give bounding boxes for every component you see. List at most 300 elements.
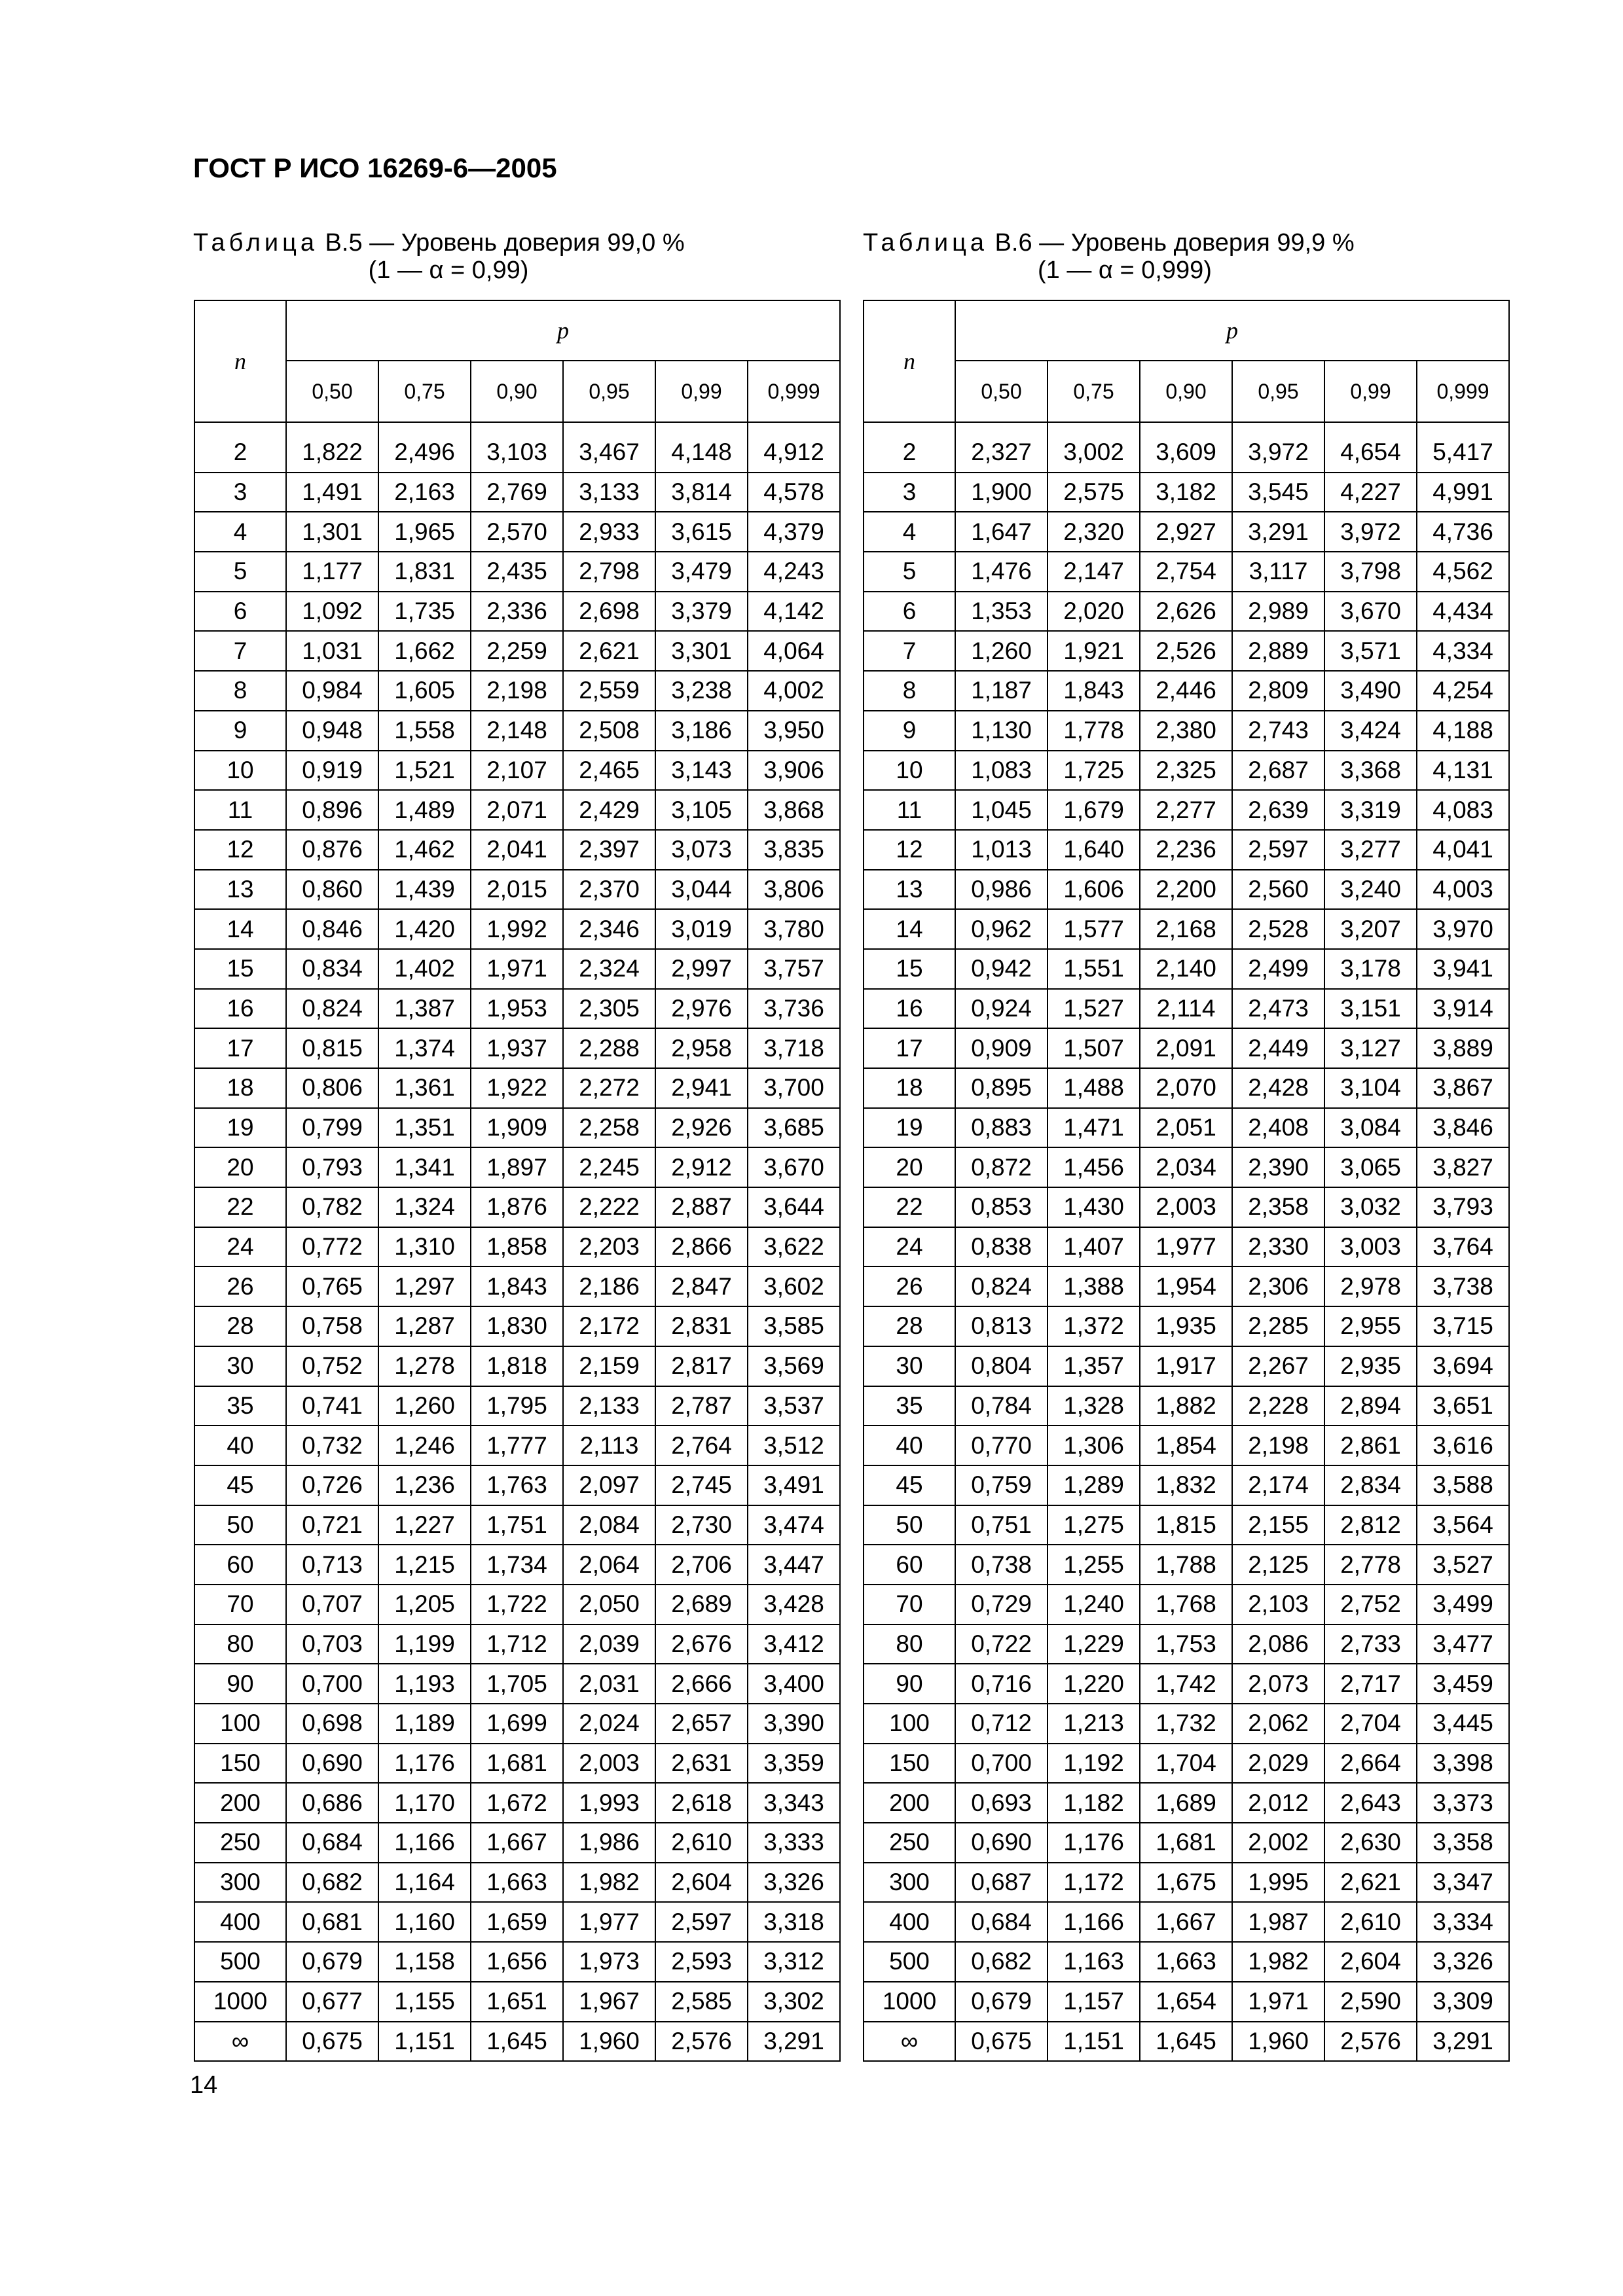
caption-text: B.6 — Уровень доверия 99,9 % bbox=[988, 229, 1355, 257]
table-row bbox=[864, 1982, 1509, 2022]
value-cell: 1,176 bbox=[1048, 1823, 1140, 1863]
value-cell: 3,694 bbox=[1417, 1346, 1509, 1386]
value-cell: 2,200 bbox=[1140, 870, 1232, 910]
value-cell: 3,073 bbox=[655, 830, 748, 870]
value-cell: 2,186 bbox=[563, 1266, 655, 1306]
value-cell: 0,815 bbox=[286, 1028, 378, 1068]
value-cell: 1,031 bbox=[286, 631, 378, 671]
value-cell: 1,973 bbox=[563, 1942, 655, 1982]
value-cell: 0,984 bbox=[286, 671, 378, 711]
table-body bbox=[194, 433, 840, 2061]
value-cell: 1,681 bbox=[471, 1744, 563, 1784]
n-cell: 500 bbox=[864, 1942, 955, 1982]
value-cell: 2,015 bbox=[471, 870, 563, 910]
value-cell: 1,900 bbox=[955, 473, 1048, 512]
value-cell: 1,882 bbox=[1140, 1386, 1232, 1426]
value-cell: 3,117 bbox=[1232, 552, 1324, 592]
value-cell: 1,995 bbox=[1232, 1863, 1324, 1903]
table-row bbox=[194, 1704, 840, 1744]
value-cell: 1,177 bbox=[286, 552, 378, 592]
value-cell: 0,703 bbox=[286, 1624, 378, 1664]
caption-subline: (1 — α = 0,999) bbox=[1038, 257, 1212, 284]
table-row bbox=[194, 1902, 840, 1942]
value-cell: 1,260 bbox=[378, 1386, 471, 1426]
value-cell: 2,113 bbox=[563, 1426, 655, 1465]
value-cell: 2,305 bbox=[563, 989, 655, 1029]
table-row bbox=[194, 1147, 840, 1187]
value-cell: 3,527 bbox=[1417, 1545, 1509, 1585]
n-cell: 15 bbox=[194, 949, 286, 989]
value-cell: 2,626 bbox=[1140, 592, 1232, 632]
value-cell: 1,489 bbox=[378, 790, 471, 830]
column-header: 0,50 bbox=[955, 361, 1048, 422]
value-cell: 1,858 bbox=[471, 1227, 563, 1267]
value-cell: 2,621 bbox=[563, 631, 655, 671]
value-cell: 2,277 bbox=[1140, 790, 1232, 830]
table-row bbox=[864, 473, 1509, 512]
value-cell: 1,083 bbox=[955, 751, 1048, 791]
value-cell: 3,950 bbox=[748, 711, 840, 751]
value-cell: 1,795 bbox=[471, 1386, 563, 1426]
value-cell: 0,721 bbox=[286, 1505, 378, 1545]
value-cell: 0,751 bbox=[955, 1505, 1048, 1545]
value-cell: 3,738 bbox=[1417, 1266, 1509, 1306]
n-cell: 70 bbox=[194, 1585, 286, 1624]
value-cell: 2,358 bbox=[1232, 1187, 1324, 1227]
value-cell: 1,577 bbox=[1048, 909, 1140, 949]
value-cell: 3,379 bbox=[655, 592, 748, 632]
value-cell: 3,906 bbox=[748, 751, 840, 791]
value-cell: 3,941 bbox=[1417, 949, 1509, 989]
value-cell: 2,866 bbox=[655, 1227, 748, 1267]
value-cell: 1,130 bbox=[955, 711, 1048, 751]
n-cell: 200 bbox=[194, 1783, 286, 1823]
n-cell: 26 bbox=[194, 1266, 286, 1306]
value-cell: 3,334 bbox=[1417, 1902, 1509, 1942]
n-cell: 80 bbox=[194, 1624, 286, 1664]
caption-word: Таблица bbox=[193, 229, 318, 257]
value-cell: 1,160 bbox=[378, 1902, 471, 1942]
n-cell: 35 bbox=[864, 1386, 955, 1426]
table-row bbox=[194, 949, 840, 989]
value-cell: 2,887 bbox=[655, 1187, 748, 1227]
table-row bbox=[864, 1465, 1509, 1505]
value-cell: 1,987 bbox=[1232, 1902, 1324, 1942]
value-cell: 1,663 bbox=[1140, 1942, 1232, 1982]
table-row bbox=[864, 512, 1509, 552]
n-cell: 6 bbox=[864, 592, 955, 632]
value-cell: 1,699 bbox=[471, 1704, 563, 1744]
value-cell: 2,408 bbox=[1232, 1108, 1324, 1148]
value-cell: 1,897 bbox=[471, 1147, 563, 1187]
value-cell: 0,799 bbox=[286, 1108, 378, 1148]
value-cell: 1,921 bbox=[1048, 631, 1140, 671]
value-cell: 2,689 bbox=[655, 1585, 748, 1624]
value-cell: 1,725 bbox=[1048, 751, 1140, 791]
table-row bbox=[864, 1147, 1509, 1187]
value-cell: 3,814 bbox=[655, 473, 748, 512]
value-cell: 1,372 bbox=[1048, 1306, 1140, 1346]
value-cell: 1,374 bbox=[378, 1028, 471, 1068]
n-cell: 150 bbox=[194, 1744, 286, 1784]
table-row bbox=[194, 1306, 840, 1346]
value-cell: 4,578 bbox=[748, 473, 840, 512]
value-cell: 1,831 bbox=[378, 552, 471, 592]
value-cell: 1,818 bbox=[471, 1346, 563, 1386]
value-cell: 2,560 bbox=[1232, 870, 1324, 910]
value-cell: 3,798 bbox=[1324, 552, 1417, 592]
p-header: p bbox=[286, 300, 840, 361]
value-cell: 0,834 bbox=[286, 949, 378, 989]
value-cell: 2,125 bbox=[1232, 1545, 1324, 1585]
value-cell: 2,676 bbox=[655, 1624, 748, 1664]
value-cell: 0,806 bbox=[286, 1068, 378, 1108]
value-cell: 0,942 bbox=[955, 949, 1048, 989]
value-cell: 1,213 bbox=[1048, 1704, 1140, 1744]
value-cell: 3,585 bbox=[748, 1306, 840, 1346]
n-cell: 16 bbox=[194, 989, 286, 1029]
value-cell: 3,588 bbox=[1417, 1465, 1509, 1505]
value-cell: 3,127 bbox=[1324, 1028, 1417, 1068]
n-cell: 24 bbox=[194, 1227, 286, 1267]
table-row bbox=[194, 1068, 840, 1108]
value-cell: 1,166 bbox=[378, 1823, 471, 1863]
value-cell: 2,429 bbox=[563, 790, 655, 830]
table-row bbox=[864, 1624, 1509, 1664]
value-cell: 1,960 bbox=[563, 2022, 655, 2062]
value-cell: 2,062 bbox=[1232, 1704, 1324, 1744]
value-cell: 0,686 bbox=[286, 1783, 378, 1823]
value-cell: 2,228 bbox=[1232, 1386, 1324, 1426]
value-cell: 3,133 bbox=[563, 473, 655, 512]
value-cell: 2,051 bbox=[1140, 1108, 1232, 1148]
n-cell: 90 bbox=[194, 1664, 286, 1704]
value-cell: 2,787 bbox=[655, 1386, 748, 1426]
caption-subline: (1 — α = 0,99) bbox=[368, 257, 529, 284]
table-row bbox=[864, 1266, 1509, 1306]
value-cell: 1,227 bbox=[378, 1505, 471, 1545]
value-cell: 1,992 bbox=[471, 909, 563, 949]
value-cell: 3,477 bbox=[1417, 1624, 1509, 1664]
value-cell: 0,883 bbox=[955, 1108, 1048, 1148]
value-cell: 3,670 bbox=[748, 1147, 840, 1187]
value-cell: 2,508 bbox=[563, 711, 655, 751]
value-cell: 2,071 bbox=[471, 790, 563, 830]
value-cell: 2,029 bbox=[1232, 1744, 1324, 1784]
value-cell: 0,700 bbox=[955, 1744, 1048, 1784]
value-cell: 1,456 bbox=[1048, 1147, 1140, 1187]
table-row bbox=[864, 1744, 1509, 1784]
value-cell: 1,324 bbox=[378, 1187, 471, 1227]
value-cell: 2,330 bbox=[1232, 1227, 1324, 1267]
value-cell: 3,398 bbox=[1417, 1744, 1509, 1784]
value-cell: 3,616 bbox=[1417, 1426, 1509, 1465]
value-cell: 1,843 bbox=[1048, 671, 1140, 711]
value-cell: 1,558 bbox=[378, 711, 471, 751]
value-cell: 2,639 bbox=[1232, 790, 1324, 830]
table-row bbox=[194, 1426, 840, 1465]
value-cell: 2,733 bbox=[1324, 1624, 1417, 1664]
value-cell: 2,390 bbox=[1232, 1147, 1324, 1187]
value-cell: 2,272 bbox=[563, 1068, 655, 1108]
table-row bbox=[864, 1068, 1509, 1108]
value-cell: 1,551 bbox=[1048, 949, 1140, 989]
n-cell: 18 bbox=[864, 1068, 955, 1108]
n-cell: 400 bbox=[864, 1902, 955, 1942]
value-cell: 2,499 bbox=[1232, 949, 1324, 989]
value-cell: 1,965 bbox=[378, 512, 471, 552]
n-cell: 11 bbox=[194, 790, 286, 830]
value-cell: 0,707 bbox=[286, 1585, 378, 1624]
value-cell: 2,070 bbox=[1140, 1068, 1232, 1108]
value-cell: 0,682 bbox=[286, 1863, 378, 1903]
table-row bbox=[194, 1028, 840, 1068]
value-cell: 1,753 bbox=[1140, 1624, 1232, 1664]
value-cell: 2,926 bbox=[655, 1108, 748, 1148]
column-header: 0,99 bbox=[655, 361, 748, 422]
n-cell: 45 bbox=[864, 1465, 955, 1505]
value-cell: 1,815 bbox=[1140, 1505, 1232, 1545]
table-row bbox=[864, 1942, 1509, 1982]
n-cell: 150 bbox=[864, 1744, 955, 1784]
value-cell: 2,752 bbox=[1324, 1585, 1417, 1624]
value-cell: 2,140 bbox=[1140, 949, 1232, 989]
value-cell: 1,205 bbox=[378, 1585, 471, 1624]
n-cell: 18 bbox=[194, 1068, 286, 1108]
value-cell: 1,199 bbox=[378, 1624, 471, 1664]
value-cell: 3,609 bbox=[1140, 433, 1232, 473]
n-cell: 28 bbox=[194, 1306, 286, 1346]
value-cell: 3,238 bbox=[655, 671, 748, 711]
value-cell: 2,618 bbox=[655, 1783, 748, 1823]
value-cell: 2,172 bbox=[563, 1306, 655, 1346]
value-cell: 1,712 bbox=[471, 1624, 563, 1664]
value-cell: 3,368 bbox=[1324, 751, 1417, 791]
value-cell: 0,679 bbox=[286, 1942, 378, 1982]
value-cell: 2,798 bbox=[563, 552, 655, 592]
value-cell: 3,002 bbox=[1048, 433, 1140, 473]
n-cell: 9 bbox=[864, 711, 955, 751]
value-cell: 2,086 bbox=[1232, 1624, 1324, 1664]
value-cell: 2,236 bbox=[1140, 830, 1232, 870]
value-cell: 3,914 bbox=[1417, 989, 1509, 1029]
value-cell: 1,388 bbox=[1048, 1266, 1140, 1306]
value-cell: 1,606 bbox=[1048, 870, 1140, 910]
value-cell: 0,872 bbox=[955, 1147, 1048, 1187]
value-cell: 1,488 bbox=[1048, 1068, 1140, 1108]
value-cell: 1,705 bbox=[471, 1664, 563, 1704]
value-cell: 4,379 bbox=[748, 512, 840, 552]
value-cell: 4,131 bbox=[1417, 751, 1509, 791]
value-cell: 2,630 bbox=[1324, 1823, 1417, 1863]
value-cell: 1,922 bbox=[471, 1068, 563, 1108]
value-cell: 1,832 bbox=[1140, 1465, 1232, 1505]
table-row bbox=[194, 790, 840, 830]
n-cell: 12 bbox=[864, 830, 955, 870]
value-cell: 1,310 bbox=[378, 1227, 471, 1267]
value-cell: 2,666 bbox=[655, 1664, 748, 1704]
table-row bbox=[864, 870, 1509, 910]
table-caption-b5 bbox=[193, 229, 704, 284]
value-cell: 2,664 bbox=[1324, 1744, 1417, 1784]
n-cell: 250 bbox=[864, 1823, 955, 1863]
table-row bbox=[864, 1386, 1509, 1426]
table-row bbox=[194, 1585, 840, 1624]
value-cell: 1,402 bbox=[378, 949, 471, 989]
value-cell: 2,306 bbox=[1232, 1266, 1324, 1306]
value-cell: 0,813 bbox=[955, 1306, 1048, 1346]
n-cell: 12 bbox=[194, 830, 286, 870]
value-cell: 1,341 bbox=[378, 1147, 471, 1187]
value-cell: 3,291 bbox=[1232, 512, 1324, 552]
value-cell: 3,326 bbox=[748, 1863, 840, 1903]
n-cell: 40 bbox=[194, 1426, 286, 1465]
value-cell: 1,667 bbox=[1140, 1902, 1232, 1942]
value-cell: 2,133 bbox=[563, 1386, 655, 1426]
value-cell: 1,246 bbox=[378, 1426, 471, 1465]
value-cell: 1,328 bbox=[1048, 1386, 1140, 1426]
value-cell: 2,024 bbox=[563, 1704, 655, 1744]
value-cell: 0,770 bbox=[955, 1426, 1048, 1465]
value-cell: 0,677 bbox=[286, 1982, 378, 2022]
value-cell: 2,604 bbox=[655, 1863, 748, 1903]
n-cell: 22 bbox=[194, 1187, 286, 1227]
table-row bbox=[194, 1187, 840, 1227]
value-cell: 1,672 bbox=[471, 1783, 563, 1823]
value-cell: 2,465 bbox=[563, 751, 655, 791]
value-cell: 4,148 bbox=[655, 433, 748, 473]
table-row bbox=[864, 1902, 1509, 1942]
value-cell: 1,645 bbox=[471, 2022, 563, 2062]
value-cell: 1,605 bbox=[378, 671, 471, 711]
value-cell: 3,065 bbox=[1324, 1147, 1417, 1187]
value-cell: 1,742 bbox=[1140, 1664, 1232, 1704]
table-b5 bbox=[194, 300, 841, 2062]
value-cell: 3,700 bbox=[748, 1068, 840, 1108]
value-cell: 2,631 bbox=[655, 1744, 748, 1784]
value-cell: 1,854 bbox=[1140, 1426, 1232, 1465]
column-header: 0,999 bbox=[748, 361, 840, 422]
value-cell: 2,745 bbox=[655, 1465, 748, 1505]
value-cell: 2,778 bbox=[1324, 1545, 1417, 1585]
table-row bbox=[194, 433, 840, 473]
value-cell: 3,512 bbox=[748, 1426, 840, 1465]
table-row bbox=[864, 631, 1509, 671]
table-row bbox=[194, 711, 840, 751]
table-row bbox=[194, 1465, 840, 1505]
value-cell: 2,336 bbox=[471, 592, 563, 632]
value-cell: 0,700 bbox=[286, 1664, 378, 1704]
table-row bbox=[864, 1585, 1509, 1624]
table-row bbox=[864, 671, 1509, 711]
value-cell: 2,012 bbox=[1232, 1783, 1324, 1823]
n-cell: 20 bbox=[194, 1147, 286, 1187]
table-row bbox=[864, 1505, 1509, 1545]
value-cell: 2,610 bbox=[655, 1823, 748, 1863]
value-cell: 0,895 bbox=[955, 1068, 1048, 1108]
n-cell: 70 bbox=[864, 1585, 955, 1624]
value-cell: 2,817 bbox=[655, 1346, 748, 1386]
value-cell: 3,343 bbox=[748, 1783, 840, 1823]
value-cell: 0,716 bbox=[955, 1664, 1048, 1704]
n-cell: 19 bbox=[194, 1108, 286, 1148]
value-cell: 2,473 bbox=[1232, 989, 1324, 1029]
value-cell: 2,324 bbox=[563, 949, 655, 989]
value-cell: 0,732 bbox=[286, 1426, 378, 1465]
value-cell: 3,685 bbox=[748, 1108, 840, 1148]
value-cell: 1,986 bbox=[563, 1823, 655, 1863]
value-cell: 3,151 bbox=[1324, 989, 1417, 1029]
n-cell: 5 bbox=[864, 552, 955, 592]
value-cell: 2,927 bbox=[1140, 512, 1232, 552]
column-header: 0,99 bbox=[1324, 361, 1417, 422]
value-cell: 0,712 bbox=[955, 1704, 1048, 1744]
value-cell: 1,430 bbox=[1048, 1187, 1140, 1227]
table-row bbox=[194, 751, 840, 791]
value-cell: 2,107 bbox=[471, 751, 563, 791]
value-cell: 2,657 bbox=[655, 1704, 748, 1744]
value-cell: 1,236 bbox=[378, 1465, 471, 1505]
value-cell: 1,527 bbox=[1048, 989, 1140, 1029]
value-cell: 1,971 bbox=[1232, 1982, 1324, 2022]
table-caption-b6 bbox=[863, 229, 1387, 284]
value-cell: 1,734 bbox=[471, 1545, 563, 1585]
value-cell: 2,020 bbox=[1048, 592, 1140, 632]
value-cell: 2,997 bbox=[655, 949, 748, 989]
value-cell: 0,687 bbox=[955, 1863, 1048, 1903]
value-cell: 2,039 bbox=[563, 1624, 655, 1664]
n-cell: 8 bbox=[194, 671, 286, 711]
value-cell: 1,275 bbox=[1048, 1505, 1140, 1545]
value-cell: 2,327 bbox=[955, 433, 1048, 473]
value-cell: 3,867 bbox=[1417, 1068, 1509, 1108]
value-cell: 3,970 bbox=[1417, 909, 1509, 949]
n-cell: 200 bbox=[864, 1783, 955, 1823]
value-cell: 3,447 bbox=[748, 1545, 840, 1585]
value-cell: 0,765 bbox=[286, 1266, 378, 1306]
table-row bbox=[194, 671, 840, 711]
value-cell: 2,834 bbox=[1324, 1465, 1417, 1505]
value-cell: 0,772 bbox=[286, 1227, 378, 1267]
n-cell: 35 bbox=[194, 1386, 286, 1426]
value-cell: 2,091 bbox=[1140, 1028, 1232, 1068]
n-cell: 400 bbox=[194, 1902, 286, 1942]
value-cell: 3,806 bbox=[748, 870, 840, 910]
table-row bbox=[864, 1227, 1509, 1267]
value-cell: 3,400 bbox=[748, 1664, 840, 1704]
value-cell: 2,769 bbox=[471, 473, 563, 512]
value-cell: 3,103 bbox=[471, 433, 563, 473]
value-cell: 0,962 bbox=[955, 909, 1048, 949]
value-cell: 3,143 bbox=[655, 751, 748, 791]
value-cell: 1,651 bbox=[471, 1982, 563, 2022]
value-cell: 3,889 bbox=[1417, 1028, 1509, 1068]
value-cell: 1,735 bbox=[378, 592, 471, 632]
value-cell: 3,780 bbox=[748, 909, 840, 949]
value-cell: 3,105 bbox=[655, 790, 748, 830]
value-cell: 4,064 bbox=[748, 631, 840, 671]
value-cell: 2,889 bbox=[1232, 631, 1324, 671]
value-cell: 3,602 bbox=[748, 1266, 840, 1306]
value-cell: 1,491 bbox=[286, 473, 378, 512]
table-row bbox=[194, 1664, 840, 1704]
n-cell: 500 bbox=[194, 1942, 286, 1982]
value-cell: 1,164 bbox=[378, 1863, 471, 1903]
value-cell: 1,255 bbox=[1048, 1545, 1140, 1585]
value-cell: 2,576 bbox=[1324, 2022, 1417, 2062]
value-cell: 2,103 bbox=[1232, 1585, 1324, 1624]
n-cell: 300 bbox=[864, 1863, 955, 1903]
